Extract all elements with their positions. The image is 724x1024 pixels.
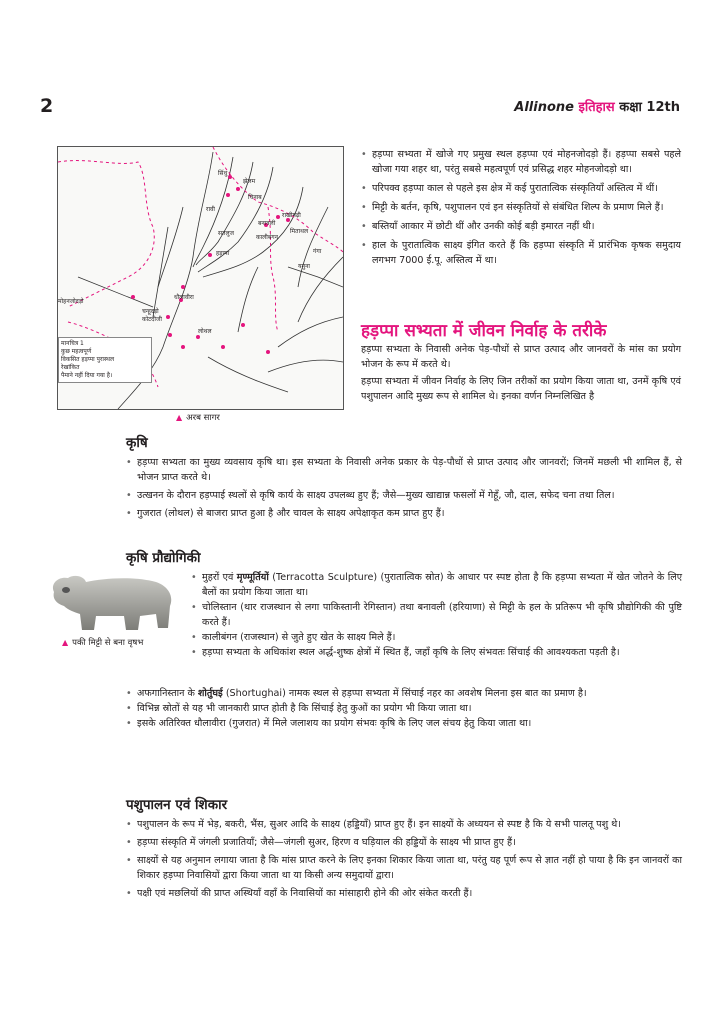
map-label-kalibangan: कालीबंगन bbox=[256, 234, 278, 241]
map-label-kotdiji: कोटदीजी bbox=[142, 316, 162, 323]
heading-agri-tech: कृषि प्रौद्योगिकी bbox=[126, 550, 201, 566]
list-item: • मिट्टी के बर्तन, कृषि, पशुपालन एवं इन संस्कृतियों से संबंधित शिल्प के प्रमाण मिले हैं। bbox=[361, 200, 681, 215]
legend-line: विकसित हड़प्पा पुरास्थल bbox=[61, 356, 115, 363]
map-label-mitathal: मिताथल bbox=[290, 228, 309, 235]
map-legend bbox=[58, 337, 152, 383]
subject-label: इतिहास bbox=[578, 100, 615, 115]
heading-animal-husbandry: पशुपालन एवं शिकार bbox=[126, 797, 228, 813]
list-item: • उत्खनन के दौरान हड़प्पाई स्थलों से कृषि कार्य के साक्ष्य उपलब्ध हुए हैं; जैसे—मुख्य खाद्यान्न फसलों में गेहूँ, जौ, दाल, सफेद चना तथा तिल। bbox=[126, 488, 682, 503]
map-label-ravi: रावी bbox=[206, 206, 215, 213]
map-label-banawali: बनावली bbox=[258, 220, 276, 227]
text-run: (Shortughai) नामक स्थल से हड़प्पा सभ्यता में सिंचाई नहर का अवशेष मिलना इस बात का प्रमाण है। bbox=[222, 688, 587, 699]
bull-image-caption bbox=[62, 637, 143, 648]
bull-caption-text: पकी मिट्टी से बना वृषभ bbox=[72, 638, 144, 648]
map-label-satluj: सतलुज bbox=[218, 230, 234, 237]
triangle-icon: ▲ bbox=[62, 638, 69, 647]
list-item bbox=[191, 570, 682, 600]
bold-term: मृण्मूर्तियों bbox=[236, 572, 269, 583]
agri-tech-bullets bbox=[191, 570, 682, 660]
class-label: कक्षा 12th bbox=[619, 100, 680, 115]
legend-line: पैमाने नहीं दिया गया है। bbox=[61, 372, 113, 379]
list-item: • कालीबंगन (राजस्थान) से जुते हुए खेत के साक्ष्य मिले हैं। bbox=[191, 630, 682, 645]
map-label-dholavira: धौलावीरा bbox=[174, 294, 194, 301]
agri-tech-bullets-continued bbox=[126, 686, 682, 731]
map-label-rakhigarhi: राखीगढ़ी bbox=[282, 212, 301, 219]
map-caption-text: अरब सागर bbox=[186, 413, 220, 423]
map-label-harappa: हड़प्पा bbox=[216, 250, 230, 257]
list-item: • विभिन्न स्रोतों से यह भी जानकारी प्राप्त होती है कि सिंचाई हेतु कुओं का प्रयोग भी किया जाता था। bbox=[126, 701, 682, 716]
list-item bbox=[126, 686, 682, 701]
text-run: मुहरों एवं bbox=[202, 572, 237, 583]
map-label-chanhudaro: चन्हूदड़ो bbox=[142, 308, 159, 315]
map-label-ganga: गंगा bbox=[313, 248, 322, 255]
list-item: • इसके अतिरिक्त धौलावीरा (गुजरात) में मिले जलाशय का प्रयोग संभवः कृषि के लिए जल संचय हेतु किया जाता था। bbox=[126, 716, 682, 731]
legend-line: रेखांकित bbox=[61, 364, 80, 371]
map-label-sindhu: सिंधु bbox=[218, 170, 228, 177]
list-item: • हड़प्पा सभ्यता का मुख्य व्यवसाय कृषि था। इस सभ्यता के निवासी अनेक प्रकार के पेड़-पौधों से प्राप्त उत्पाद और जानवरों; जिनमें मछली भी शामिल हैं, से भोजन प्राप्त करते थे। bbox=[126, 455, 682, 485]
map-caption bbox=[176, 412, 220, 423]
list-item: • गुजरात (लोथल) से बाजरा प्राप्त हुआ है और चावल के साक्ष्य अपेक्षाकृत कम प्राप्त हुए हैं। bbox=[126, 506, 682, 521]
running-header bbox=[514, 97, 680, 115]
bold-term: शोर्तुघई bbox=[197, 688, 223, 699]
map-label-mohenjodaro: मोहनजोदड़ो bbox=[58, 298, 84, 305]
list-item: • हड़प्पा सभ्यता के अधिकांश स्थल अर्द्ध-शुष्क क्षेत्रों में स्थित हैं, जहाँ कृषि के लिए संभवतः सिंचाई की आवश्यकता पड़ती है। bbox=[191, 645, 682, 660]
section-heading-livelihood: हड़प्पा सभ्यता में जीवन निर्वाह के तरीके bbox=[361, 321, 607, 341]
list-item: • परिपक्व हड़प्पा काल से पहले इस क्षेत्र में कई पुरातात्विक संस्कृतियाँ अस्तित्व में थीं। bbox=[361, 181, 681, 196]
intro-bullets bbox=[361, 147, 681, 272]
legend-line: कुछ महत्वपूर्ण bbox=[61, 348, 92, 355]
map-label-chenab: चिनाब bbox=[248, 194, 262, 201]
livelihood-para-1: हड़प्पा सभ्यता के निवासी अनेक पेड़-पौधों से प्राप्त उत्पाद और जानवरों के मांस का प्रयोग भोजन के रूप में करते थे। bbox=[361, 344, 681, 370]
list-item: • हाल के पुरातात्विक साक्ष्य इंगित करते हैं कि हड़प्पा संस्कृति में प्रारंभिक कृषक समुदाय लगभग 7000 ई.पू. अस्तित्व में था। bbox=[361, 238, 681, 268]
list-item: • पशुपालन के रूप में भेड़, बकरी, भैंस, सुअर आदि के साक्ष्य (हड्डियाँ) प्राप्त हुए हैं। इन साक्ष्यों के अध्ययन से स्पष्ट है कि ये सभी पालतू पशु थे। bbox=[126, 817, 682, 832]
list-item: • बस्तियाँ आकार में छोटी थीं और उनकी कोई बड़ी इमारत नहीं थी। bbox=[361, 219, 681, 234]
list-item: • हड़प्पा सभ्यता में खोजे गए प्रमुख स्थल हड़प्पा एवं मोहनजोदड़ो हैं। हड़प्पा सबसे पहले खोजा गया शहर था, परंतु सबसे महत्वपूर्ण एवं प्रसिद्ध शहर मोहनजोदड़ो था। bbox=[361, 147, 681, 177]
harappa-map bbox=[57, 146, 344, 410]
page-number: 2 bbox=[40, 95, 54, 117]
triangle-icon: ▲ bbox=[176, 413, 183, 422]
map-label-jhelum: झेलम bbox=[243, 178, 256, 185]
agriculture-bullets bbox=[126, 455, 682, 524]
text-run: (Terracotta Sculpture) (पुरातात्विक स्रोत) के आधार पर स्पष्ट होता है कि हड़प्पा सभ्यता में खेत जोतने के लिए बैलों का प्रयोग किया जाता था। bbox=[202, 572, 683, 598]
map-label-lothal: लोथल bbox=[198, 328, 212, 335]
terracotta-bull-image bbox=[44, 570, 180, 632]
legend-line: मानचित्र 1 bbox=[61, 340, 84, 347]
text-run: अफगानिस्तान के bbox=[137, 688, 198, 699]
list-item: • पक्षी एवं मछलियों की प्राप्त अस्थियाँ वहाँ के निवासियों का मांसाहारी होने की ओर संकेत करती हैं। bbox=[126, 886, 682, 901]
livelihood-para-2: हड़प्पा सभ्यता में जीवन निर्वाह के लिए जिन तरीकों का प्रयोग किया जाता था, उनमें कृषि एवं पशुपालन आदि मुख्य रूप से शामिल थे। इनका वर्णन निम्नलिखित है bbox=[361, 376, 681, 402]
animal-husbandry-bullets bbox=[126, 817, 682, 904]
list-item: • हड़प्पा संस्कृति में जंगली प्रजातियाँ; जैसे—जंगली सुअर, हिरण व घड़ियाल की हड्डियों के साक्ष्य भी प्राप्त हुए हैं। bbox=[126, 835, 682, 850]
heading-agriculture: कृषि bbox=[126, 435, 148, 451]
list-item: • चोलिस्तान (थार राजस्थान से लगा पाकिस्तानी रेगिस्तान) तथा बनावली (हरियाणा) से मिट्टी के हल के प्रतिरूप भी कृषि प्रौद्योगिकी की पुष्टि करते हैं। bbox=[191, 600, 682, 630]
list-item: • साक्ष्यों से यह अनुमान लगाया जाता है कि मांस प्राप्त करने के लिए इनका शिकार किया जाता था, परंतु यह पूर्ण रूप से ज्ञात नहीं हो पाया है कि इन जानवरों का शिकार हड़प्पा निवासियों द्वारा किया जाता था या किसी अन्य समुदायों द्वारा। bbox=[126, 853, 682, 883]
brand-logo: Allinone bbox=[514, 100, 574, 115]
map-label-yamuna: यमुना bbox=[298, 263, 310, 270]
